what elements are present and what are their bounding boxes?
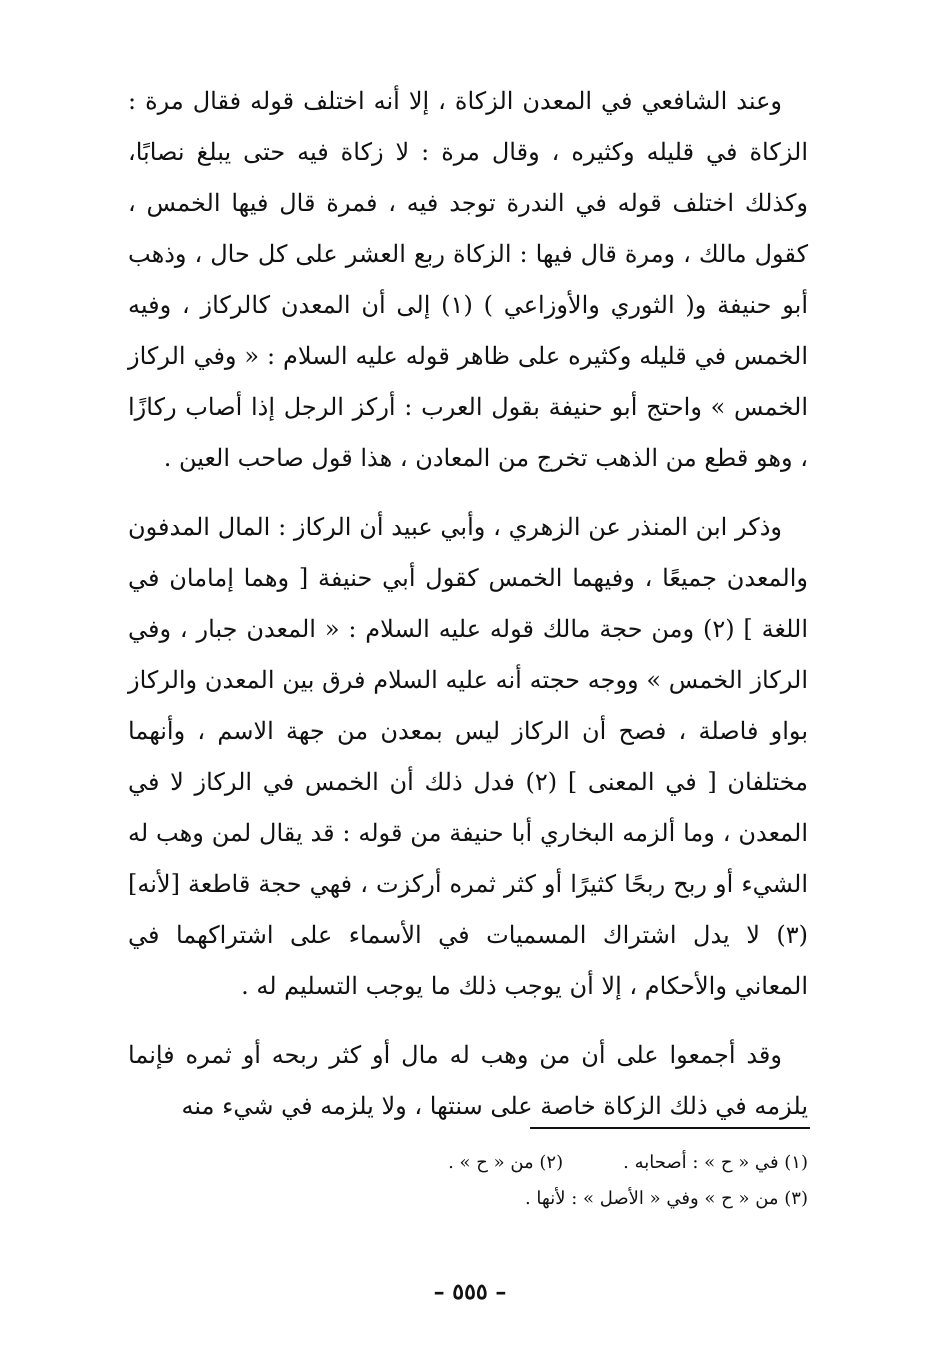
footnote-line-1	[128, 1145, 808, 1181]
paragraph-2: وذكر ابن المنذر عن الزهري ، وأبي عبيد أن الركاز : المال المدفون والمعدن جميعًا ، وفيهما الخمس كقول أبي حنيفة [ وهما إمامان في اللغة ] (٢) ومن حجة مالك قوله عليه السلام : « المعدن جبار ، وفي الركاز الخمس » ووجه حجته أنه عليه السلام فرق بين المعدن والركاز بواو فاصلة ، فصح أن الركاز ليس بمعدن من جهة الاسم ، وأنهما مختلفان [ في المعنى ] (٢) فدل ذلك أن الخمس في الركاز لا في المعدن ، وما ألزمه البخاري أبا حنيفة من قوله : قد يقال لمن وهب له الشيء أو ربح ربحًا كثيرًا أو كثر ثمره أركزت ، فهي حجة قاطعة [لأنه] (٣) لا يدل اشتراك المسميات في الأسماء على اشتراكهما في المعاني والأحكام ، إلا أن يوجب ذلك ما يوجب التسليم له .	[128, 513, 809, 1000]
paragraph-1: وعند الشافعي في المعدن الزكاة ، إلا أنه اختلف قوله فقال مرة : الزكاة في قليله وكثيره ، وقال مرة : لا زكاة فيه حتى يبلغ نصابًا، وكذلك اختلف قوله في الندرة توجد فيه ، فمرة قال فيها الخمس ، كقول مالك ، ومرة قال فيها : الزكاة ربع العشر على كل حال ، وذهب أبو حنيفة و( الثوري والأوزاعي ) (١) إلى أن المعدن كالركاز ، وفيه الخمس في قليله وكثيره على ظاهر قوله عليه السلام : « وفي الركاز الخمس » واحتج أبو حنيفة بقول العرب : أركز الرجل إذا أصاب ركازًا ، وهو قطع من الذهب تخرج من المعادن ، هذا قول صاحب العين .	[128, 87, 809, 472]
page-number: – ٥٥٥ –	[433, 1279, 507, 1305]
paragraph-3: وقد أجمعوا على أن من وهب له مال أو كثر ربحه أو ثمره فإنما يلزمه في ذلك الزكاة خاصة على سنتها ، ولا يلزمه في شيء منه	[128, 1041, 808, 1120]
footnote-2: (٢) من « ح » .	[448, 1152, 564, 1173]
footnote-line-2	[128, 1181, 808, 1217]
footnote-separator	[530, 1127, 810, 1129]
footnote-3: (٣) من « ح » وفي « الأصل » : لأنها .	[524, 1188, 808, 1209]
footnote-1: (١) في « ح » : أصحابه .	[623, 1152, 808, 1173]
main-text	[128, 76, 808, 1132]
footnotes	[128, 1145, 808, 1217]
